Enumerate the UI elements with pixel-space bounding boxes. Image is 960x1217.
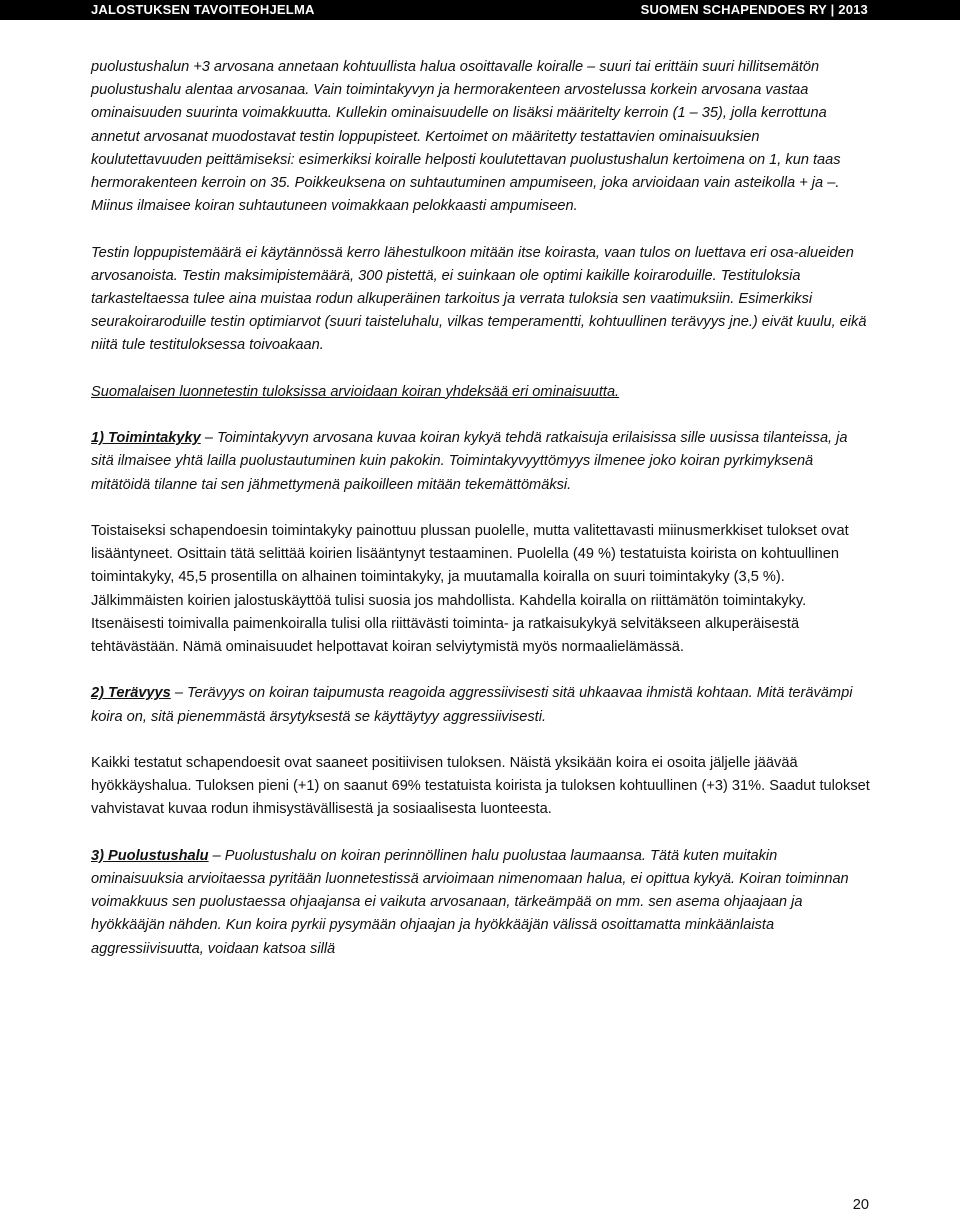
heading-puolustushalu: 3) Puolustushalu	[91, 847, 209, 864]
page-number: 20	[852, 1197, 869, 1213]
heading-teravyys: 2) Terävyys	[91, 685, 171, 702]
paragraph-toimintakyky	[91, 427, 872, 497]
paragraph-toimintakyky-results: Toistaiseksi schapendoesin toimintakyky painottuu plussan puolelle, mutta valitettavasti miinusmerkkiset tulokset ovat lisääntyneet. Osittain tätä selittää koirien lisääntynyt testaaminen. Puolella (49 %) testatuista koirista on kohtuullinen toimintakyky, 45,5 prosentilla on alhainen toimintakyky, ja muutamalla koiralla on suuri toimintakyky (3,5 %). Jälkimmäisten koirien jalostuskäyttöä tulisi suosia jos mahdollista. Kahdella koiralla on riittämätön toimintakyky. Itsenäisesti toimivalla paimenkoiralla tulisi olla riittävästi toiminta- ja ratkaisukykyä selvitäkseen alkuperäisestä tehtävästään. Nämä ominaisuudet helpottavat koiran selviytymistä myös normaalielämässä.	[91, 523, 849, 656]
header-title: JALOSTUKSEN TAVOITEOHJELMA	[91, 2, 315, 17]
paragraph-puolustushalu	[91, 845, 872, 961]
paragraph-teravyys-results: Kaikki testatut schapendoesit ovat saaneet positiivisen tuloksen. Näistä yksikään koira ei osoita jäljelle jäävää hyökkäyshalua. Tuloksen pieni (+1) on saanut 69% testatuista koirista ja tuloksen kohtuullinen (+3) 31%. Saadut tulokset vahvistavat kuvaa rodun ihmisystävällisestä ja sosiaalisesta luonteesta.	[91, 755, 870, 818]
page-header	[0, 0, 960, 20]
paragraph-teravyys	[91, 682, 872, 728]
paragraph-nine-traits: Suomalaisen luonnetestin tuloksissa arvioidaan koiran yhdeksää eri ominaisuutta.	[91, 383, 620, 400]
text-puolustushalu: – Puolustushalu on koiran perinnöllinen halu puolustaa laumaansa. Tätä kuten muitakin ominaisuuksia arvioitaessa pyritään luonnetestissä arvioimaan nimenomaan halua, ei opittua kykyä. Koiran toiminnan voimakkuus sen puolustaessa ohjaajansa ei vaikuta arvosanaan, tärkeämpää on mm. sen asema ohjaajaan ja hyökkääjän nähden. Kun koira pyrkii pysymään ohjaajan ja hyökkääjän välissä osoittamatta minkäänlaista aggressiivisuutta, voidaan katsoa sillä	[91, 847, 849, 957]
text-teravyys: – Terävyys on koiran taipumusta reagoida aggressiivisesti sitä uhkaavaa ihmistä kohtaan. Mitä terävämpi koira on, sitä pienemmästä ärsytyksestä se käyttäytyy aggressiivisesti.	[91, 685, 853, 725]
paragraph-scoring-intro: puolustushalun +3 arvosana annetaan kohtuullista halua osoittavalle koiralle – suuri tai erittäin suuri hillitsemätön puolustushalu alentaa arvosanaa. Vain toimintakyvyn ja hermorakenteen arvostelussa korkein arvosana vastaa ominaisuuden suurinta voimakkuutta. Kullekin ominaisuudelle on lisäksi määritelty kerroin (1 – 35), jolla kerrottuna annetut arvosanat muodostavat testin loppupisteet. Kertoimet on määritetty testattavien ominaisuuksien koulutettavuuden peittämiseksi: esimerkiksi koiralle helposti koulutettavan puolustushalun kertoimena on 1, kun taas hermorakenteen kerroin on 35. Poikkeuksena on suhtautuminen ampumiseen, joka arvioidaan vain asteikolla + ja –. Miinus ilmaisee koiran suhtautuneen voimakkaan pelokkaasti ampumiseen.	[91, 59, 841, 215]
paragraph-total-score: Testin loppupistemäärä ei käytännössä kerro lähestulkoon mitään itse koirasta, vaan tulos on luettava eri osa-alueiden arvosanoista. Testin maksimipistemäärä, 300 pistettä, ei suinkaan ole optimi kaikille koiraroduille. Testituloksia tarkasteltaessa tulee aina muistaa rodun alkuperäinen tarkoitus ja verrata tuloksia sen vaatimuksiin. Esimerkiksi seurakoiraroduille testin optimiarvot (suuri taisteluhalu, vilkas temperamentti, kohtuullinen terävyys jne.) eivät kuulu, eikä niitä tule testituloksessa toivoakaan.	[91, 244, 867, 354]
heading-toimintakyky: 1) Toimintakyky	[91, 430, 201, 447]
header-organization-year: SUOMEN SCHAPENDOES RY | 2013	[640, 2, 868, 17]
text-toimintakyky: – Toimintakyvyn arvosana kuvaa koiran kykyä tehdä ratkaisuja erilaisissa sille uusissa tilanteissa, ja sitä ilmaisee yhtä lailla puolustautuminen kuin pakokin. Toimintakyvyyttömyys ilmenee joko koiran pyrkimyksenä mitätöidä tilanne tai sen jähmettymenä paikoilleen mitään tekemättömäksi.	[91, 430, 848, 493]
document-body	[91, 56, 872, 984]
